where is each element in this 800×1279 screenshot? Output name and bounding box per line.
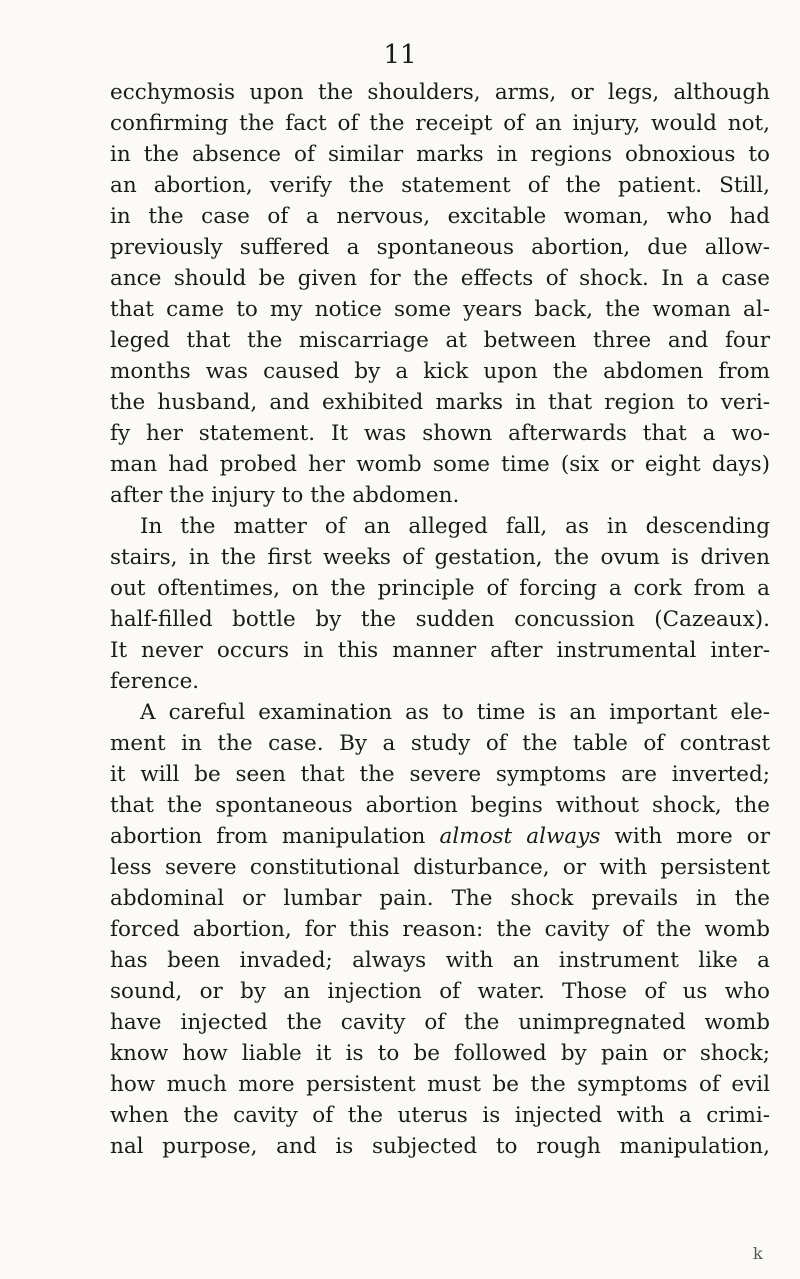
- text-line: in the case of a nervous, excitable woman, who had: [110, 204, 770, 229]
- text-line: after the injury to the abdomen.: [110, 483, 460, 508]
- text-line: leged that the miscarriage at between three and four: [110, 328, 770, 353]
- text-line: in the absence of similar marks in regions obnoxious to: [110, 142, 770, 167]
- text-line: forced abortion, for this reason: the cavity of the womb: [110, 917, 770, 942]
- page-number: 11: [383, 40, 417, 70]
- text-line: less severe constitutional disturbance, or with persistent: [110, 855, 770, 880]
- text-line: In the matter of an alleged fall, as in descending: [140, 514, 770, 539]
- text-line: It never occurs in this manner after instrumental inter-: [110, 638, 770, 663]
- text-line: when the cavity of the uterus is injected with a crimi-: [110, 1103, 770, 1128]
- text-line: it will be seen that the severe symptoms are inverted;: [110, 762, 770, 787]
- text-line: previously suffered a spontaneous abortion, due allow-: [110, 235, 770, 260]
- body-text: [110, 77, 770, 1162]
- text-line: nal purpose, and is subjected to rough manipulation,: [110, 1134, 770, 1159]
- text-line: abdominal or lumbar pain. The shock prevails in the: [110, 886, 770, 911]
- text-line: confirming the fact of the receipt of an injury, would not,: [110, 111, 770, 136]
- text-line: months was caused by a kick upon the abdomen from: [110, 359, 770, 384]
- text-line: have injected the cavity of the unimpregnated womb: [110, 1010, 770, 1035]
- bottom-mark: k: [753, 1244, 763, 1263]
- text-line: ecchymosis upon the shoulders, arms, or legs, although: [110, 80, 770, 105]
- text-line: the husband, and exhibited marks in that region to veri-: [110, 390, 770, 415]
- text-line: that came to my notice some years back, the woman al-: [110, 297, 770, 322]
- text-line: how much more persistent must be the symptoms of evil: [110, 1072, 770, 1097]
- text-line: has been invaded; always with an instrument like a: [110, 948, 770, 973]
- text-line: out oftentimes, on the principle of forcing a cork from a: [110, 576, 770, 601]
- text-line: man had probed her womb some time (six or eight days): [110, 452, 770, 477]
- text-line: A careful examination as to time is an important ele-: [140, 700, 770, 725]
- emphasis: almost always: [439, 824, 601, 849]
- text-line: fy her statement. It was shown afterwards that a wo-: [110, 421, 770, 446]
- text-line: half-filled bottle by the sudden concussion (Cazeaux).: [110, 607, 770, 632]
- text-line: know how liable it is to be followed by pain or shock;: [110, 1041, 770, 1066]
- text-line: ance should be given for the effects of shock. In a case: [110, 266, 770, 291]
- text-line: sound, or by an injection of water. Those of us who: [110, 979, 770, 1004]
- text-line: abortion from manipulation almost always with more or: [110, 824, 770, 849]
- text-line: an abortion, verify the statement of the patient. Still,: [110, 173, 770, 198]
- text-line: ment in the case. By a study of the table of contrast: [110, 731, 770, 756]
- text-line: stairs, in the first weeks of gestation, the ovum is driven: [110, 545, 770, 570]
- text-line: that the spontaneous abortion begins without shock, the: [110, 793, 770, 818]
- text-line: ference.: [110, 669, 200, 694]
